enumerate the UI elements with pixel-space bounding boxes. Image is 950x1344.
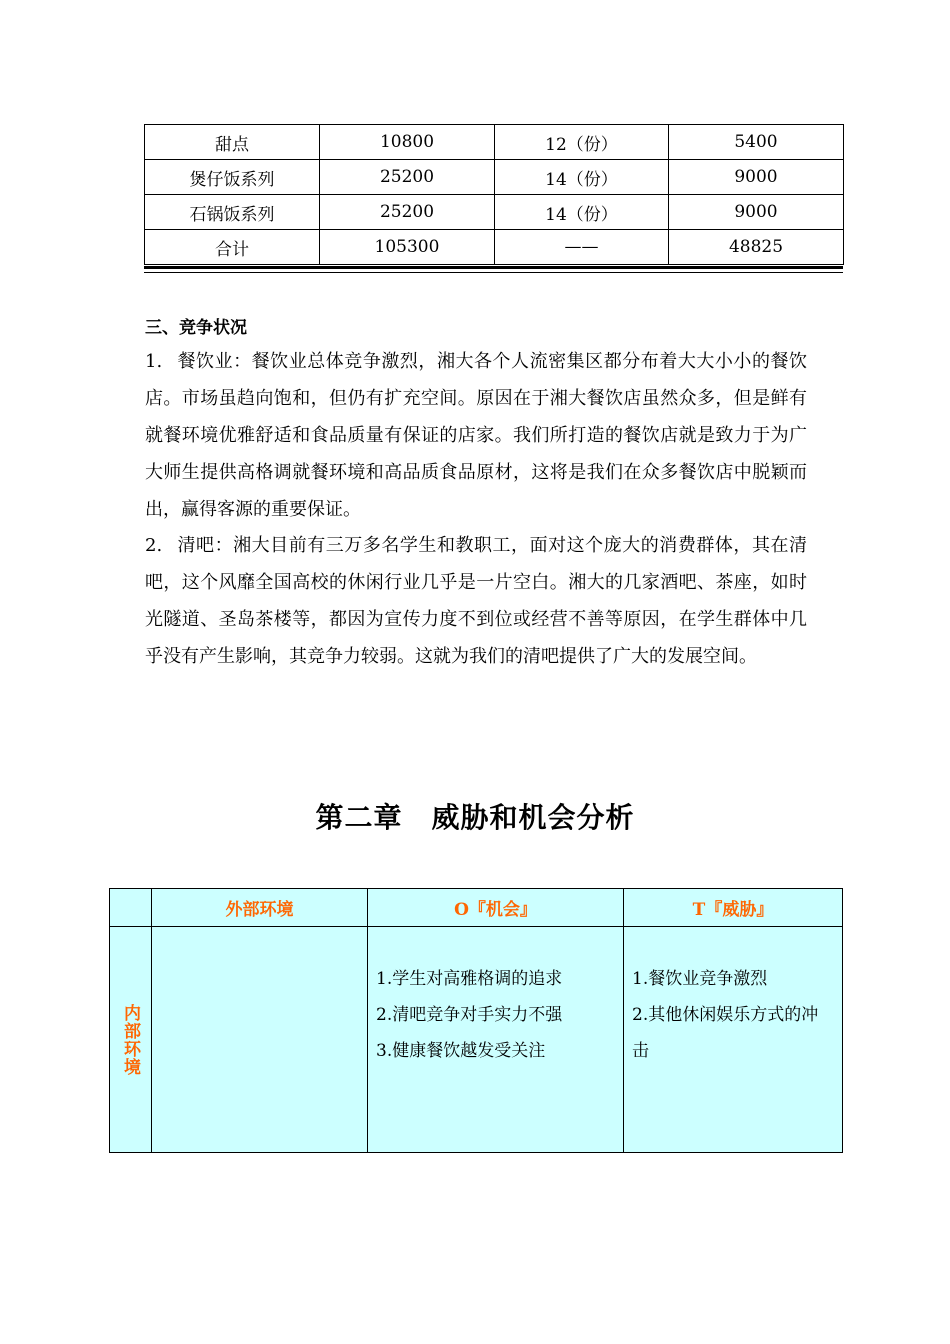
table-row-total bbox=[145, 230, 844, 265]
table-row bbox=[145, 160, 844, 195]
table-row bbox=[145, 125, 844, 160]
item-name-cell: 石锅饭系列 bbox=[145, 195, 320, 230]
list-item: 2.清吧竞争对手实力不强 bbox=[376, 1005, 563, 1025]
swot-header-row bbox=[110, 889, 843, 927]
quantity-cell: 12（份） bbox=[495, 125, 669, 160]
table-bottom-double-rule bbox=[144, 266, 843, 273]
quantity-cell: 14（份） bbox=[495, 160, 669, 195]
item-name-cell: 甜点 bbox=[145, 125, 320, 160]
value-cell: 9000 bbox=[669, 160, 844, 195]
value-cell: 25200 bbox=[320, 195, 495, 230]
list-item: 1.餐饮业竞争激烈 bbox=[632, 969, 768, 989]
total-value-cell: 48825 bbox=[669, 230, 844, 265]
item-name-cell: 煲仔饭系列 bbox=[145, 160, 320, 195]
total-value-cell: 105300 bbox=[320, 230, 495, 265]
paragraph-restaurant bbox=[145, 343, 807, 528]
opportunity-header: O『机会』 bbox=[368, 889, 624, 927]
section-heading: 三、竞争状况 bbox=[145, 318, 247, 338]
threat-header: T『威胁』 bbox=[624, 889, 843, 927]
internal-environment-label: 内部环境 bbox=[120, 1003, 140, 1076]
chapter-title: 第二章 威胁和机会分析 bbox=[315, 801, 635, 834]
total-quantity-cell: —— bbox=[495, 230, 669, 265]
table-row bbox=[145, 195, 844, 230]
quantity-cell: 14（份） bbox=[495, 195, 669, 230]
paragraph-bar bbox=[145, 527, 807, 675]
paragraph-number: 2. bbox=[145, 535, 163, 556]
internal-environment-cell bbox=[110, 927, 152, 1153]
list-item: 3.健康餐饮越发受关注 bbox=[376, 1041, 546, 1061]
threat-list bbox=[624, 927, 843, 1153]
paragraph-number: 1. bbox=[145, 351, 163, 372]
total-label-cell: 合计 bbox=[145, 230, 320, 265]
external-environment-header: 外部环境 bbox=[152, 889, 368, 927]
menu-summary-table bbox=[144, 124, 844, 265]
list-item: 2.其他休闲娱乐方式的冲击 bbox=[632, 1005, 819, 1061]
swot-table bbox=[109, 888, 843, 1153]
value-cell: 25200 bbox=[320, 160, 495, 195]
opportunity-list bbox=[368, 927, 624, 1153]
value-cell: 9000 bbox=[669, 195, 844, 230]
list-item: 1.学生对高雅格调的追求 bbox=[376, 969, 563, 989]
value-cell: 10800 bbox=[320, 125, 495, 160]
value-cell: 5400 bbox=[669, 125, 844, 160]
swot-body-row bbox=[110, 927, 843, 1153]
corner-cell bbox=[110, 889, 152, 927]
paragraph-text: 餐饮业：餐饮业总体竞争激烈，湘大各个人流密集区都分布着大大小小的餐饮店。市场虽趋向饱和，但仍有扩充空间。原因在于湘大餐饮店虽然众多，但是鲜有就餐环境优雅舒适和食品质量有保证的店家。我们所打造的餐饮店就是致力于为广大师生提供高格调就餐环境和高品质食品原材，这将是我们在众多餐饮店中脱颖而出，赢得客源的重要保证。 bbox=[145, 351, 807, 520]
empty-cell bbox=[152, 927, 368, 1153]
paragraph-text: 清吧：湘大目前有三万多名学生和教职工，面对这个庞大的消费群体，其在清吧，这个风靡全国高校的休闲行业几乎是一片空白。湘大的几家酒吧、茶座，如时光隧道、圣岛茶楼等，都因为宣传力度不到位或经营不善等原因，在学生群体中几乎没有产生影响，其竞争力较弱。这就为我们的清吧提供了广大的发展空间。 bbox=[145, 535, 807, 667]
